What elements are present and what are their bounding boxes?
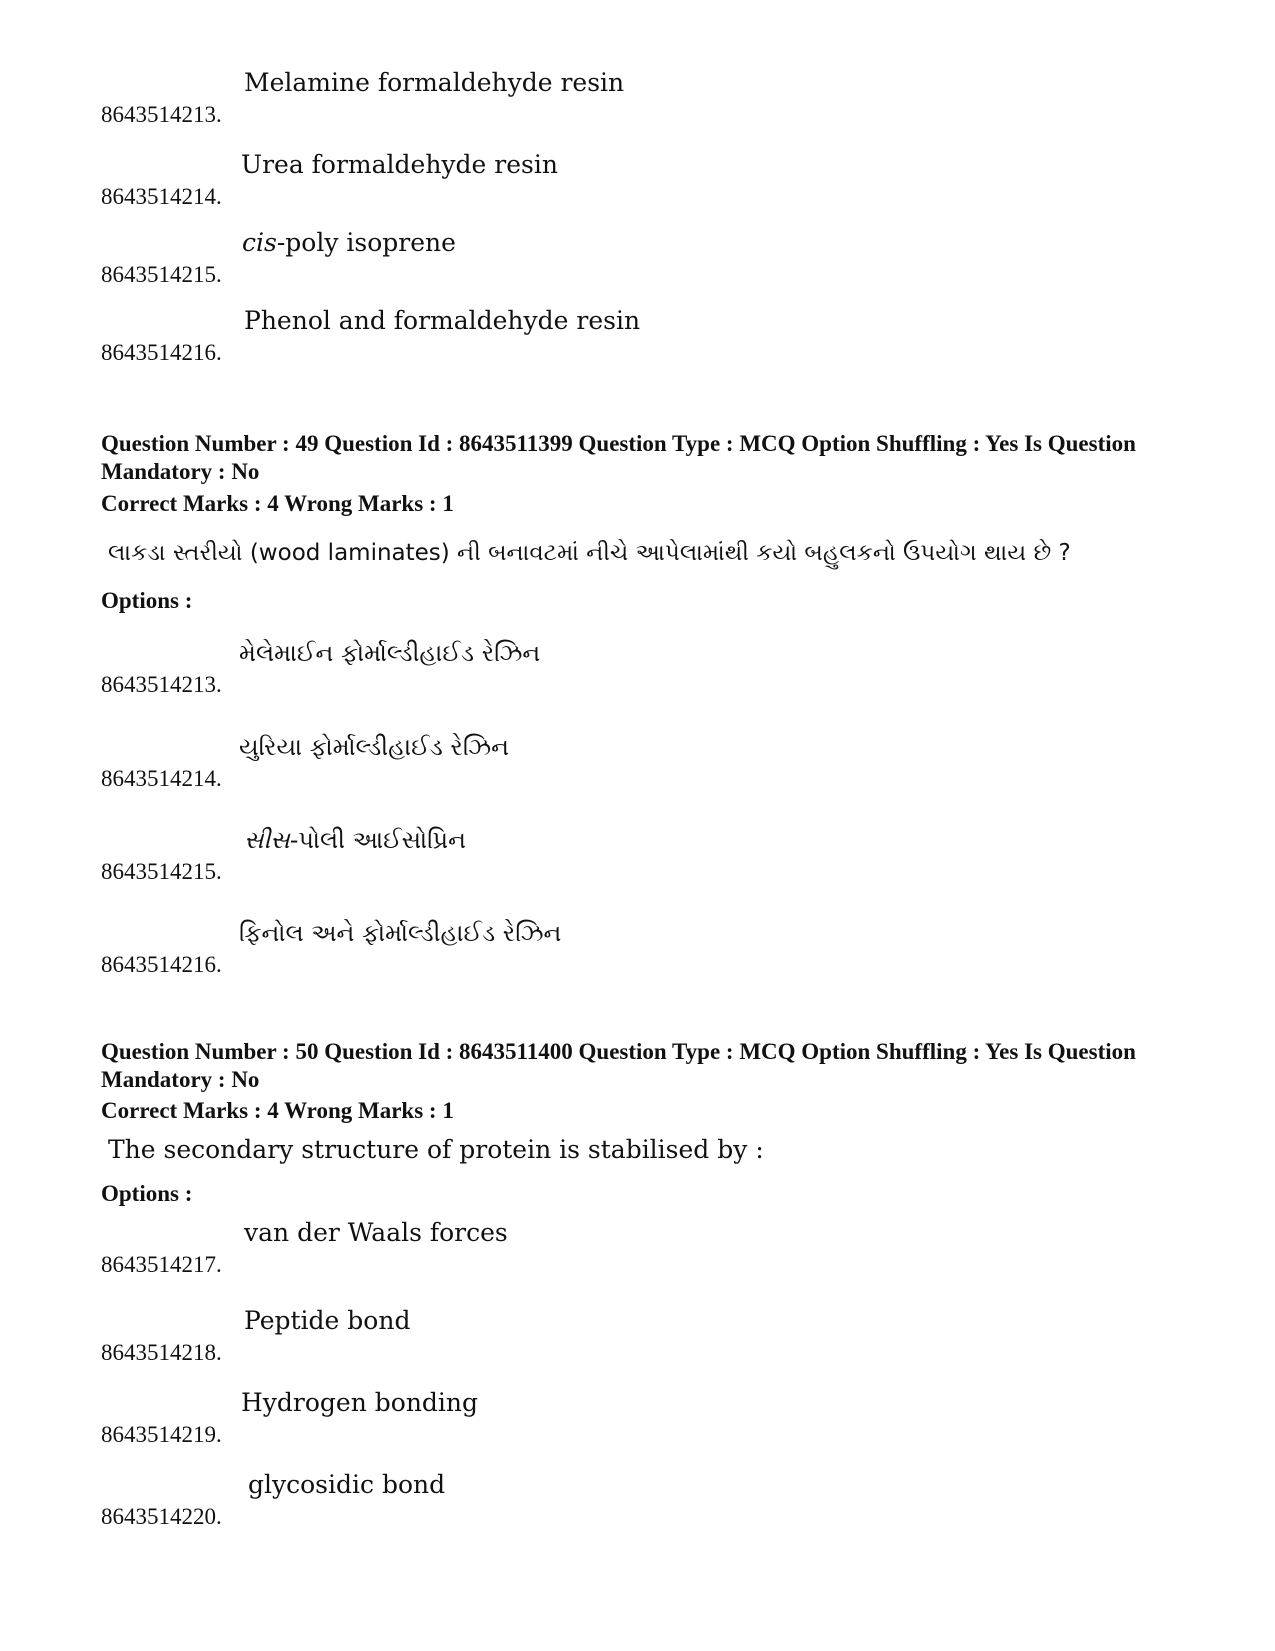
option-text: યુરિયા ફોર્માલ્ડીહાઈડ રેઝિન: [239, 733, 510, 761]
option-text: ફિનોલ અને ફોર્માલ્ડીહાઈડ રેઝિન: [239, 919, 562, 947]
option-text: Hydrogen bonding: [241, 1388, 479, 1417]
question-header: Question Number : 50 Question Id : 8643511400 Question Type : MCQ Option Shuffling : Yes Is Question Mandatory : No: [101, 1039, 1136, 1092]
option-text: Melamine formaldehyde resin: [244, 68, 625, 97]
options-label: Options :: [101, 1181, 193, 1206]
option-row: [101, 918, 1001, 978]
option-text: મેલેમાઈન ફોર્માલ્ડીહાઈડ રેઝિન: [239, 639, 541, 667]
option-id: 8643514214.: [101, 184, 222, 209]
question-marks: Correct Marks : 4 Wrong Marks : 1: [101, 1098, 454, 1123]
option-text: Peptide bond: [244, 1306, 411, 1335]
option-text-italic: cis: [242, 228, 277, 257]
options-label: Options :: [101, 588, 193, 613]
option-row: [101, 228, 1001, 288]
option-id: 8643514219.: [101, 1422, 222, 1447]
question-marks: Correct Marks : 4 Wrong Marks : 1: [101, 491, 454, 516]
question-header: Question Number : 49 Question Id : 8643511399 Question Type : MCQ Option Shuffling : Yes Is Question Mandatory : No: [101, 431, 1136, 484]
question-text: The secondary structure of protein is stabilised by :: [108, 1135, 764, 1164]
option-id: 8643514215.: [101, 262, 222, 287]
option-text: Urea formaldehyde resin: [241, 150, 558, 179]
option-row: [101, 150, 1001, 210]
option-row: [101, 732, 1001, 792]
option-row: [101, 1218, 1001, 1278]
option-id: 8643514215.: [101, 859, 222, 884]
option-row: [101, 1388, 1001, 1448]
option-id: 8643514220.: [101, 1504, 222, 1529]
question-text: લાકડા સ્તરીયો (wood laminates) ની બનાવટમાં નીચે આપેલામાંથી કયો બહુલકનો ઉપયોગ થાય છે ?: [108, 540, 1071, 566]
option-row: [101, 306, 1001, 366]
option-text: [244, 825, 466, 855]
option-text-rest: -poly isoprene: [276, 228, 456, 257]
option-text: van der Waals forces: [244, 1218, 508, 1247]
option-row: [101, 1306, 1001, 1366]
option-id: 8643514213.: [101, 102, 222, 127]
option-id: 8643514213.: [101, 672, 222, 697]
option-id: 8643514216.: [101, 340, 222, 365]
option-row: [101, 638, 1001, 698]
option-row: [101, 1470, 1001, 1530]
option-text: Phenol and formaldehyde resin: [244, 306, 641, 335]
option-text: [242, 228, 456, 258]
option-row: [101, 68, 1001, 128]
option-id: 8643514218.: [101, 1340, 222, 1365]
option-text-italic: સીસ: [244, 826, 290, 854]
option-text: glycosidic bond: [248, 1470, 446, 1499]
option-id: 8643514214.: [101, 766, 222, 791]
option-text-rest: -પોલી આઈસોપ્રિન: [289, 826, 466, 854]
option-id: 8643514217.: [101, 1252, 222, 1277]
option-row: [101, 825, 1001, 885]
option-id: 8643514216.: [101, 952, 222, 977]
